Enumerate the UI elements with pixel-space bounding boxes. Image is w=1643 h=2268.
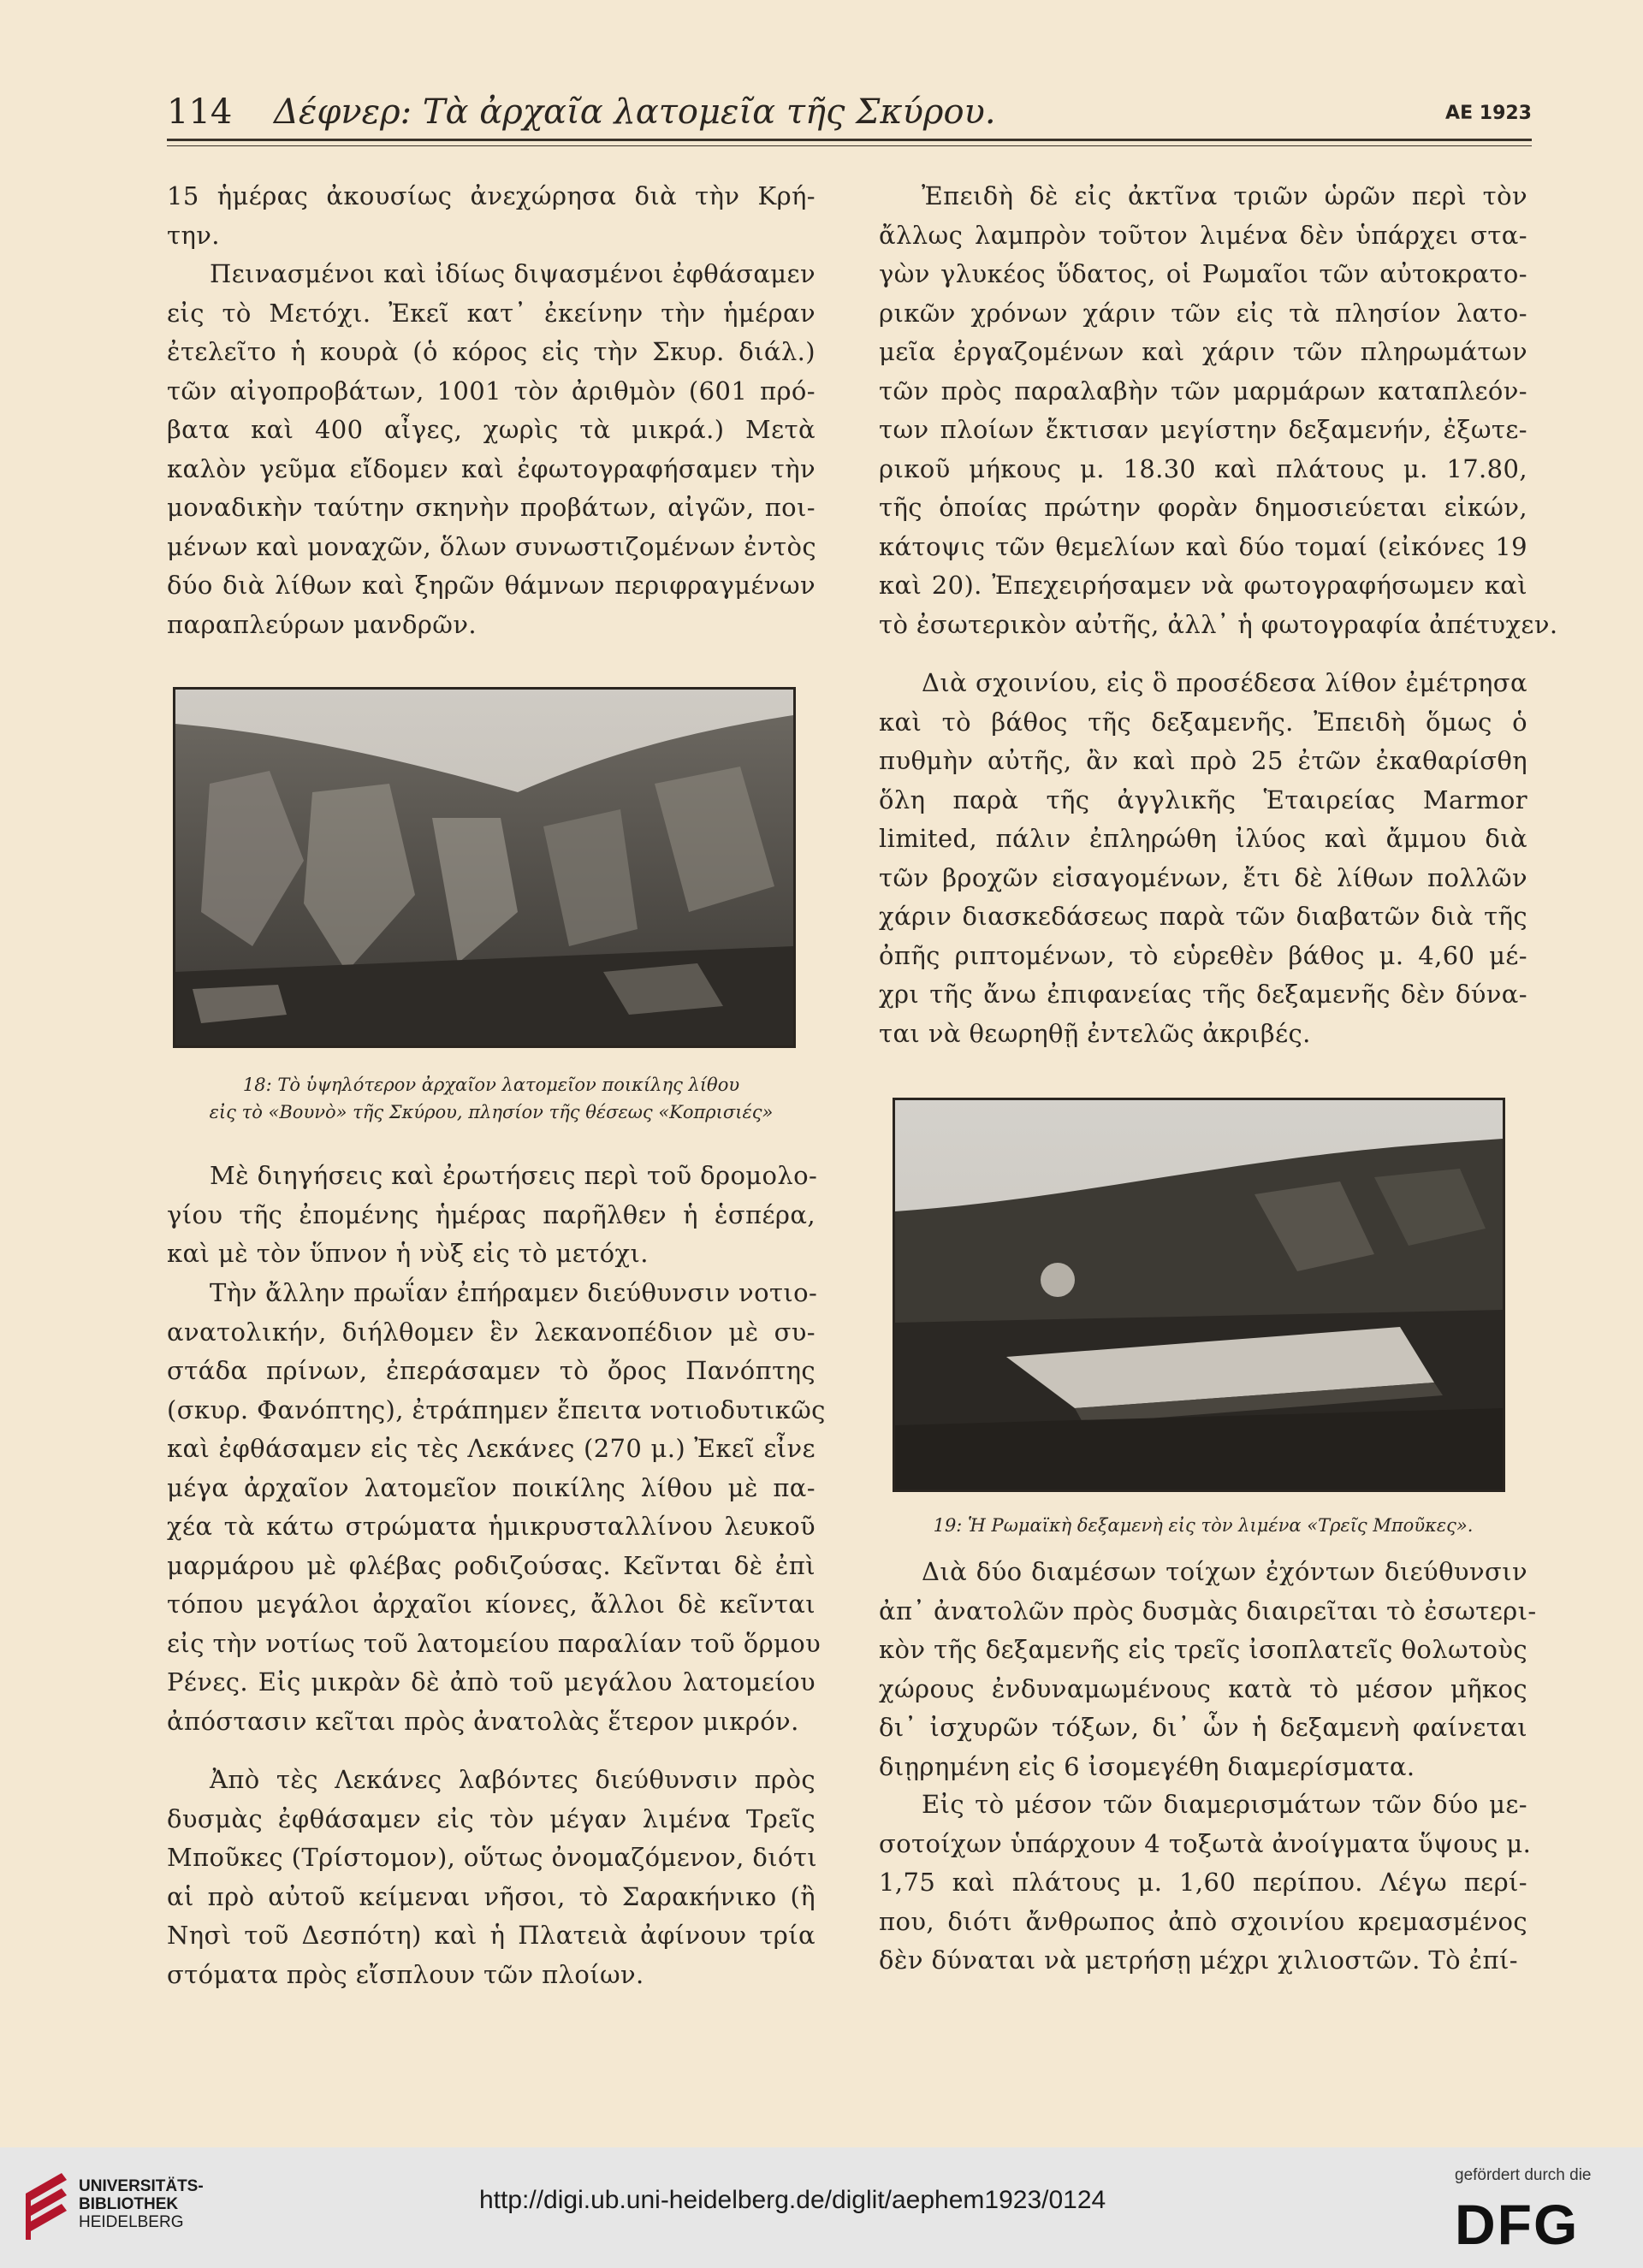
text-line: τῶν αἰγοπροβάτων, 1001 τὸν ἀριθμὸν (601 πρό- bbox=[167, 376, 816, 406]
text-line: μέγα ἀρχαῖον λατομεῖον ποικίλης λίθου μὲ πα- bbox=[167, 1472, 816, 1502]
text-line: Ἀπὸ τὲς Λεκάνες λαβόντες διεύθυνσιν πρὸς bbox=[210, 1765, 816, 1794]
figure-18-photo bbox=[173, 687, 796, 1048]
text-line: βατα καὶ 400 αἶγες, χωρὶς τὰ μικρά.) Μετὰ bbox=[167, 415, 816, 444]
journal-label: ΑΕ 1923 bbox=[1445, 103, 1532, 124]
running-title: Δέφνερ: Τὰ ἀρχαῖα λατομεῖα τῆς Σκύρου. bbox=[274, 92, 996, 132]
digital-copy-url-link[interactable]: http://digi.ub.uni-heidelberg.de/diglit/aephem1923/0124 bbox=[479, 2186, 1106, 2214]
text-line: δύο διὰ λίθων καὶ ξηρῶν θάμνων περιφραγμένων bbox=[167, 571, 816, 600]
right-text-block-3 bbox=[879, 1553, 1537, 1786]
text-line: κάτοψις τῶν θεμελίων καὶ δύο τομαί (εἰκόνες 19 bbox=[879, 531, 1527, 561]
text-line: ρικῶν χρόνων χάριν τῶν εἰς τὰ πλησίον λατο- bbox=[879, 298, 1527, 328]
text-line: 15 ἡμέρας ἀκουσίως ἀνεχώρησα διὰ τὴν Κρή- bbox=[167, 181, 816, 210]
text-line: τῆς ὁποίας πρώτην φορὰν δημοσιεύεται εἰκών, bbox=[879, 493, 1527, 522]
text-line: καὶ 20). Ἐπεχειρήσαμεν νὰ φωτογραφήσωμεν καὶ bbox=[879, 571, 1527, 600]
quarry-photo-image bbox=[175, 690, 793, 1045]
text-line: χάριν διασκεδάσεως παρὰ τῶν διαβατῶν διὰ τῆς bbox=[879, 902, 1527, 931]
text-line: γὼν γλυκέος ὕδατος, οἱ Ρωμαῖοι τῶν αὐτοκρατο- bbox=[879, 259, 1527, 288]
text-line: 1,75 καὶ πλάτους μ. 1,60 περίπου. Λέγω περί- bbox=[879, 1868, 1527, 1897]
text-line: Ρένες. Εἰς μικρὰν δὲ ἀπὸ τοῦ μεγάλου λατομείου bbox=[167, 1667, 816, 1697]
text-line: Μὲ διηγήσεις καὶ ἐρωτήσεις περὶ τοῦ δρομολο- bbox=[210, 1161, 818, 1190]
figure-18-caption bbox=[167, 1071, 816, 1126]
text-line: καὶ μὲ τὸν ὕπνον ἡ νὺξ εἰς τὸ μετόχι. bbox=[167, 1239, 649, 1268]
text-line: χέα τὰ κάτω στρώματα ἡμικρυσταλλίνου λευκοῦ bbox=[167, 1512, 816, 1541]
text-line: παραπλεύρων μανδρῶν. bbox=[167, 609, 477, 639]
figure-19-caption: 19: Ἡ Ρωμαϊκὴ δεξαμενὴ εἰς τὸν λιμένα «Τρεῖς Μποῦκες». bbox=[933, 1515, 1474, 1536]
text-line: Διὰ δύο διαμέσων τοίχων ἐχόντων διεύθυνσιν bbox=[922, 1557, 1527, 1586]
text-line: μένων καὶ μοναχῶν, ὅλων συνωστιζομένων ἐντὸς bbox=[167, 531, 817, 561]
text-line: ἀπ᾽ ἀνατολῶν πρὸς δυσμὰς διαιρεῖται τὸ ἐσωτερι- bbox=[879, 1596, 1537, 1625]
ub-heidelberg-logo-icon bbox=[19, 2168, 72, 2245]
text-line: τόπου μεγάλοι ἀρχαῖοι κίονες, ἄλλοι δὲ κεῖνται bbox=[167, 1590, 816, 1619]
text-line: ἀπόστασιν κεῖται πρὸς ἀνατολὰς ἕτερον μικρόν. bbox=[167, 1706, 799, 1736]
text-line: limited, πάλιν ἐπληρώθη ἰλύος καὶ ἄμμου διὰ bbox=[879, 824, 1527, 853]
left-text-block-3 bbox=[167, 1157, 816, 1274]
text-line: γίου τῆς ἐπομένης ἡμέρας παρῆλθεν ἡ ἑσπέρα, bbox=[167, 1199, 816, 1229]
text-line: εἰς τὴν νοτίως τοῦ λατομείου παραλίαν τοῦ ὅρμου bbox=[167, 1628, 822, 1658]
text-line: Μποῦκες (Τρίστομον), οὕτως ὀνομαζόμενον, διότι bbox=[167, 1843, 818, 1872]
left-text-block-2 bbox=[167, 255, 816, 644]
text-line: χώρους ἐνδυναμωμένους κατὰ τὸ μέσον μῆκος bbox=[879, 1673, 1527, 1703]
text-line: που, διότι ἄνθρωπος ἀπὸ σχοινίου κρεμασμένος bbox=[879, 1906, 1527, 1936]
library-name-line-1: UNIVERSITÄTS- bbox=[79, 2177, 204, 2195]
text-line: ἐτελεῖτο ἡ κουρὰ (ὁ κόρος εἰς τὴν Σκυρ. διάλ.) bbox=[167, 337, 816, 366]
text-line: Τὴν ἄλλην πρωΐαν ἐπήραμεν διεύθυνσιν νοτιο- bbox=[210, 1278, 818, 1307]
text-line: (σκυρ. Φανόπτης), ἐτράπημεν ἔπειτα νοτιοδυτικῶς bbox=[167, 1395, 826, 1424]
text-line: ται νὰ θεωρηθῇ ἐντελῶς ἀκριβές. bbox=[879, 1018, 1311, 1048]
text-line: Εἰς τὸ μέσον τῶν διαμερισμάτων τῶν δύο με- bbox=[922, 1790, 1527, 1819]
text-line: καλὸν γεῦμα εἴδομεν καὶ ἐφωτογραφήσαμεν τὴν bbox=[167, 453, 816, 483]
dfg-logo: DFG bbox=[1455, 2193, 1580, 2256]
text-line: ἄλλως λαμπρὸν τοῦτον λιμένα δὲν ὑπάρχει στα- bbox=[879, 220, 1527, 250]
text-line: τῶν πρὸς παραλαβὴν τῶν μαρμάρων καταπλεόν- bbox=[879, 376, 1527, 406]
text-line: εἰς τὸ Μετόχι. Ἐκεῖ κατ᾽ ἐκείνην τὴν ἡμέραν bbox=[167, 298, 816, 328]
running-header bbox=[167, 92, 1532, 135]
right-text-block-4 bbox=[879, 1785, 1532, 1981]
library-name bbox=[79, 2177, 204, 2231]
text-line: δυσμὰς ἐφθάσαμεν εἰς τὸν μέγαν λιμένα Τρεῖς bbox=[167, 1803, 816, 1833]
text-line: των πλοίων ἔκτισαν μεγίστην δεξαμενήν, ἐξωτε- bbox=[879, 415, 1527, 444]
text-line: Διὰ σχοινίου, εἰς ὃ προσέδεσα λίθον ἐμέτρησα bbox=[922, 668, 1527, 697]
figure-18-caption-line-2: εἰς τὸ «Βουνὸ» τῆς Σκύρου, πλησίον τῆς θέσεως «Κοπρισιές» bbox=[209, 1102, 774, 1122]
library-name-line-3: HEIDELBERG bbox=[79, 2213, 184, 2231]
text-line: μεῖα ἐργαζομένων καὶ χάριν τῶν πληρωμάτων bbox=[879, 337, 1527, 366]
text-line: μοναδικὴν ταύτην σκηνὴν προβάτων, αἰγῶν, ποι- bbox=[167, 493, 816, 522]
digitization-footer bbox=[0, 2147, 1643, 2268]
left-text-block-5 bbox=[167, 1761, 816, 1994]
text-line: την. bbox=[167, 220, 220, 250]
text-line: Πεινασμένοι καὶ ἰδίως διψασμένοι ἐφθάσαμεν bbox=[210, 259, 816, 288]
figure-18-caption-line-1: 18: Τὸ ὑψηλότερον ἀρχαῖον λατομεῖον ποικίλης λίθου bbox=[242, 1075, 740, 1095]
left-text-block-4 bbox=[167, 1274, 826, 1741]
text-line: ανατολικήν, διήλθομεν ἓν λεκανοπέδιον μὲ συ- bbox=[167, 1317, 816, 1347]
right-text-block-1 bbox=[879, 177, 1558, 644]
text-line: δι᾽ ἰσχυρῶν τόξων, δι᾽ ὧν ἡ δεξαμενὴ φαίνεται bbox=[879, 1713, 1527, 1742]
cistern-photo-image bbox=[895, 1100, 1503, 1489]
text-line: τῶν βροχῶν εἰσαγομένων, ἔτι δὲ λίθων πολλῶν bbox=[879, 862, 1527, 892]
text-line: αἱ πρὸ αὐτοῦ κείμεναι νῆσοι, τὸ Σαρακήνικο (ἢ bbox=[167, 1881, 816, 1911]
text-line: σοτοίχων ὑπάρχουν 4 τοξωτὰ ἀνοίγματα ὕψους μ. bbox=[879, 1828, 1532, 1858]
text-line: Ἐπειδὴ δὲ εἰς ἀκτῖνα τριῶν ὡρῶν περὶ τὸν bbox=[922, 181, 1527, 210]
text-line: Νησὶ τοῦ Δεσπότη) καὶ ἡ Πλατειὰ ἀφίνουν τρία bbox=[167, 1921, 816, 1950]
text-line: στόματα πρὸς εἴσπλουν τῶν πλοίων. bbox=[167, 1959, 644, 1989]
text-line: πυθμὴν αὐτῆς, ἂν καὶ πρὸ 25 ἐτῶν ἐκαθαρίσθη bbox=[879, 746, 1527, 775]
text-line: διῃρημένη εἰς 6 ἰσομεγέθη διαμερίσματα. bbox=[879, 1751, 1415, 1781]
left-text-block-1 bbox=[167, 177, 816, 255]
text-line: χρι τῆς ἄνω ἐπιφανείας τῆς δεξαμενῆς δὲν δύνα- bbox=[879, 980, 1527, 1009]
text-line: ὅλη παρὰ τῆς ἀγγλικῆς Ἑταιρείας Marmor bbox=[879, 785, 1527, 814]
text-line: τὸ ἐσωτερικὸν αὐτῆς, ἀλλ᾽ ἡ φωτογραφία ἀπέτυχεν. bbox=[879, 609, 1558, 639]
text-line: στάδα πρίνων, ἐπεράσαμεν τὸ ὄρος Πανόπτης bbox=[167, 1356, 816, 1385]
header-rule-thin bbox=[167, 145, 1532, 146]
header-rule-thick bbox=[167, 139, 1532, 141]
text-line: καὶ ἐφθάσαμεν εἰς τὲς Λεκάνες (270 μ.) Ἐκεῖ εἶνε bbox=[167, 1434, 816, 1463]
text-line: μαρμάρου μὲ φλέβας ροδιζούσας. Κεῖνται δὲ ἐπὶ bbox=[167, 1550, 816, 1580]
text-line: ὀπῆς ριπτομένων, τὸ εὑρεθὲν βάθος μ. 4,60 μέ- bbox=[879, 940, 1527, 970]
funding-note: gefördert durch die bbox=[1455, 2166, 1592, 2184]
text-line: ρικοῦ μήκους μ. 18.30 καὶ πλάτους μ. 17.80, bbox=[879, 453, 1527, 483]
right-text-block-2 bbox=[879, 664, 1527, 1053]
page-number: 114 bbox=[167, 92, 233, 132]
text-line: κὸν τῆς δεξαμενῆς εἰς τρεῖς ἰσοπλατεῖς θολωτοὺς bbox=[879, 1635, 1527, 1664]
library-name-line-2: BIBLIOTHEK bbox=[79, 2195, 179, 2213]
figure-19-photo bbox=[893, 1098, 1505, 1492]
text-line: δὲν δύναται νὰ μετρήσῃ μέχρι χιλιοστῶν. Τὸ ἐπί- bbox=[879, 1945, 1518, 1975]
text-line: καὶ τὸ βάθος τῆς δεξαμενῆς. Ἐπειδὴ ὅμως ὁ bbox=[879, 707, 1527, 737]
